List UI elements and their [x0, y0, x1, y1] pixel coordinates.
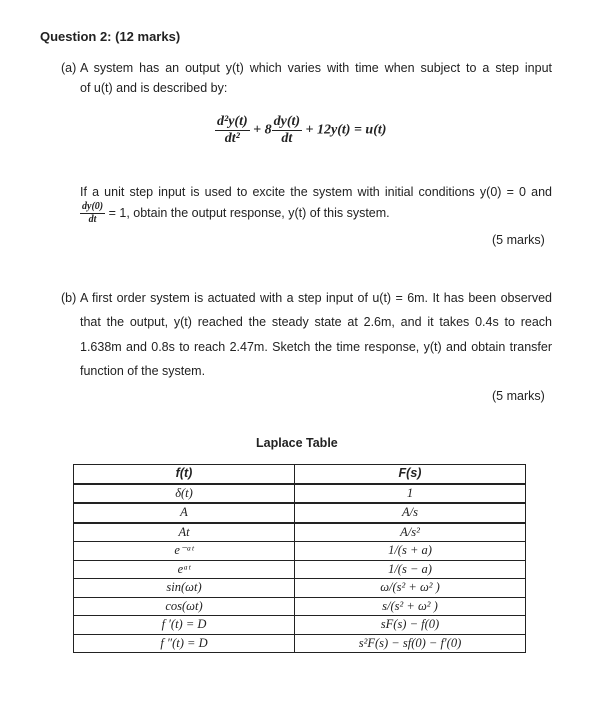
eq-term2-den: dt	[281, 131, 293, 146]
table-cell-ft: At	[74, 523, 295, 542]
part-b-line3: 1.638m and 0.8s to reach 2.47m. Sketch the time response, y(t) and obtain transfer	[80, 340, 552, 354]
table-cell-fs: A/s	[295, 503, 526, 523]
table-row	[74, 523, 526, 542]
table-cell-fs: A/s²	[295, 523, 526, 542]
table-row	[74, 503, 526, 523]
ic-num: dy(0)	[82, 201, 104, 212]
table-row	[74, 484, 526, 504]
table-cell-ft: eᵃᵗ	[74, 560, 295, 579]
table-cell-ft: e⁻ᵃᵗ	[74, 542, 295, 561]
part-a-line4-wrap	[80, 201, 390, 226]
eq-term1-num: d²y(t)	[217, 114, 248, 129]
table-row	[74, 542, 526, 561]
differential-equation	[215, 114, 386, 147]
eq-plus8: + 8	[253, 122, 272, 138]
part-a-line1: A system has an output y(t) which varies with time when subject to a step input	[80, 61, 552, 75]
table-cell-fs: sF(s) − f(0)	[295, 616, 526, 635]
table-cell-fs: ω/(s² + ω² )	[295, 579, 526, 598]
table-cell-ft: cos(ωt)	[74, 597, 295, 616]
laplace-table	[73, 464, 526, 653]
part-a-marks: (5 marks)	[492, 233, 545, 247]
part-b-line2: that the output, y(t) reached the steady state at 2.6m, and it takes 0.4s to reach	[80, 315, 552, 329]
table-cell-fs: 1/(s + a)	[295, 542, 526, 561]
part-a-label: (a)	[61, 61, 77, 75]
eq-rest: + 12y(t) = u(t)	[305, 122, 387, 138]
part-a-line3: If a unit step input is used to excite the system with initial conditions y(0) = 0 and	[80, 185, 552, 199]
part-b-line1: A first order system is actuated with a step input of u(t) = 6m. It has been observed	[80, 291, 552, 305]
table-cell-ft: f ′(t) = D	[74, 616, 295, 635]
table-cell-fs: 1	[295, 484, 526, 504]
question-title: Question 2: (12 marks)	[40, 29, 181, 44]
part-b-marks: (5 marks)	[492, 389, 545, 403]
laplace-table-title: Laplace Table	[256, 436, 338, 450]
eq-term2-num: dy(t)	[273, 114, 301, 129]
part-a-line2: of u(t) and is described by:	[80, 81, 228, 95]
table-row	[74, 579, 526, 598]
table-row	[74, 616, 526, 635]
table-cell-ft: f ″(t) = D	[74, 634, 295, 653]
table-row	[74, 597, 526, 616]
part-b-line4: function of the system.	[80, 364, 206, 378]
ic-den: dt	[88, 214, 97, 225]
table-row	[74, 634, 526, 653]
part-a-line4: = 1, obtain the output response, y(t) of this system.	[108, 205, 390, 220]
table-cell-fs: s²F(s) − sf(0) − f′(0)	[295, 634, 526, 653]
table-cell-fs: s/(s² + ω² )	[295, 597, 526, 616]
table-cell-ft: sin(ωt)	[74, 579, 295, 598]
part-b-label: (b)	[61, 291, 77, 305]
table-row	[74, 560, 526, 579]
table-header-row	[74, 465, 526, 484]
table-cell-fs: 1/(s − a)	[295, 560, 526, 579]
table-cell-ft: δ(t)	[74, 484, 295, 504]
header-ft: f(t)	[74, 465, 295, 484]
eq-term1-den: dt²	[224, 131, 240, 146]
header-fs: F(s)	[295, 465, 526, 484]
table-cell-ft: A	[74, 503, 295, 523]
